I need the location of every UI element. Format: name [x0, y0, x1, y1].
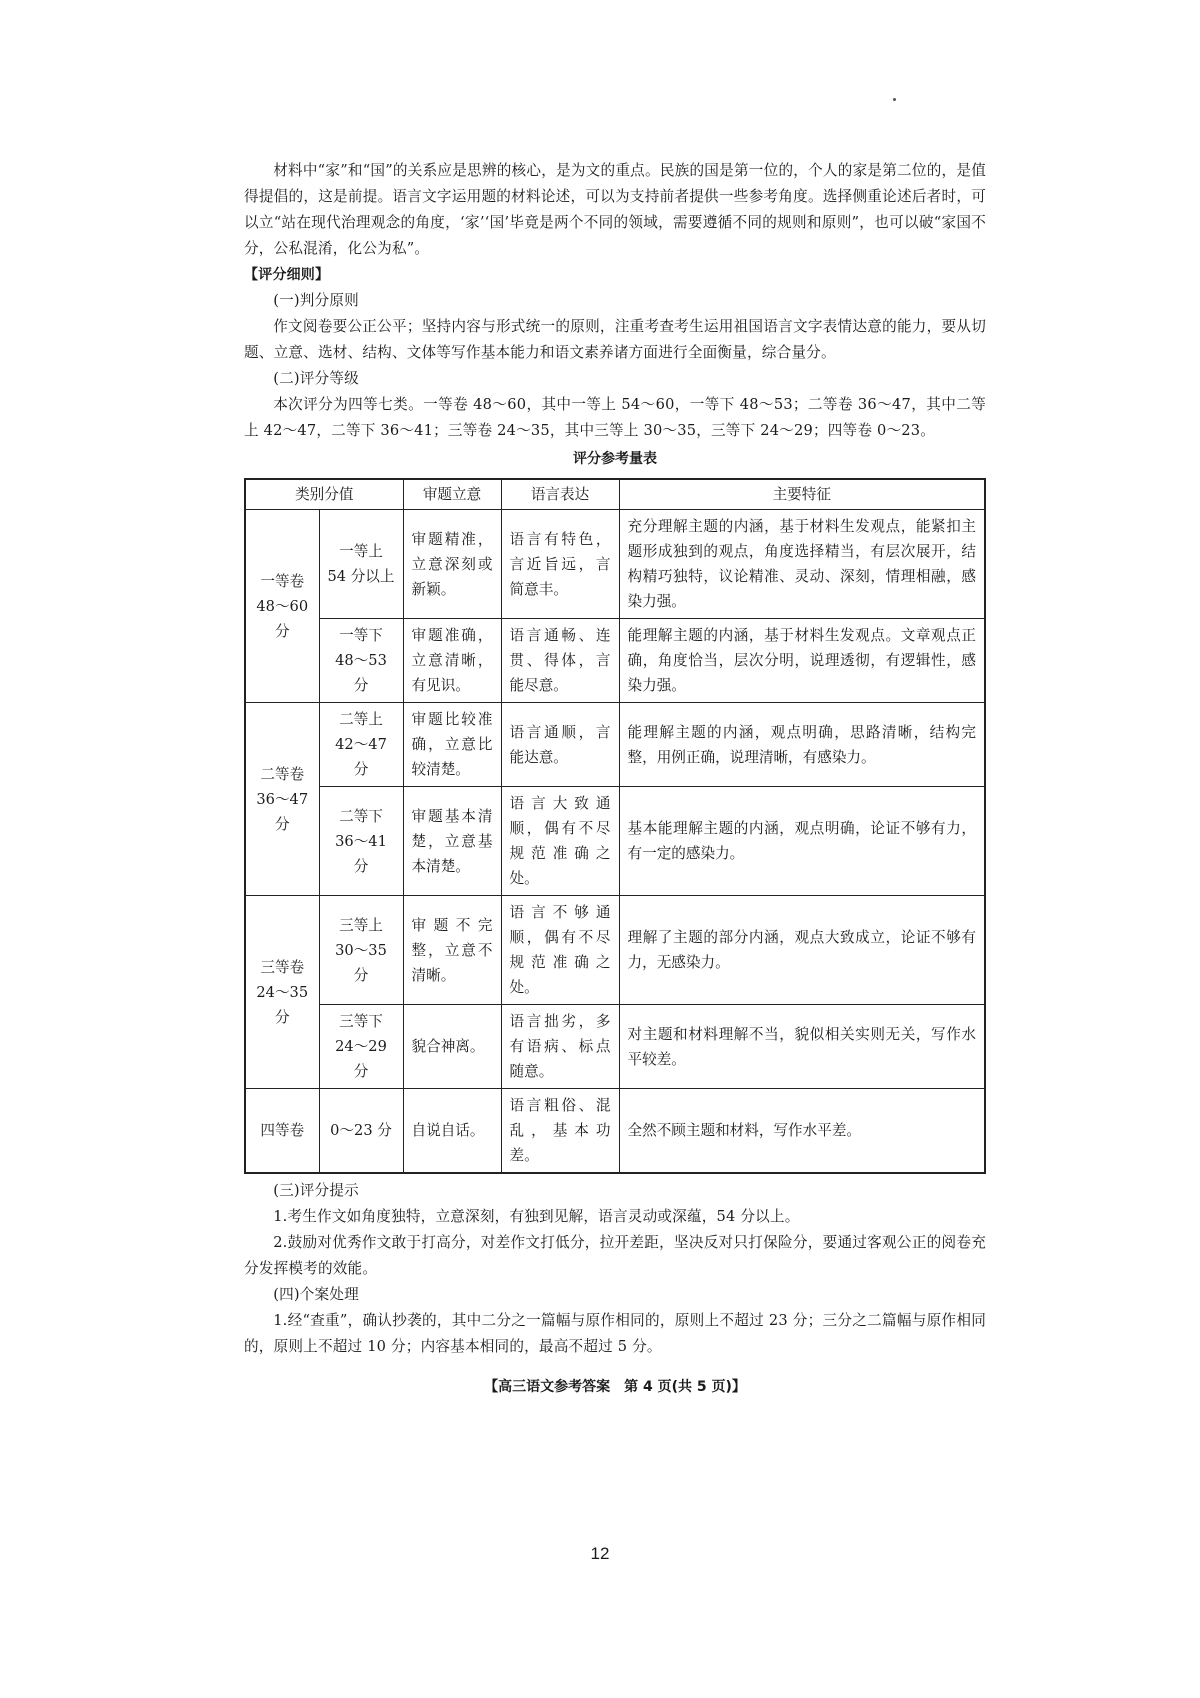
- table-row: [245, 896, 985, 1005]
- hint-item-2: 2.鼓励对优秀作文敢于打高分，对差作文打低分，拉开差距，坚决反对只打保险分，要通过客观公正的阅卷充分发挥模考的效能。: [244, 1234, 986, 1277]
- features-cell: 能理解主题的内涵，基于材料生发观点。文章观点正确，角度恰当，层次分明，说理透彻，有逻辑性，感染力强。: [619, 619, 985, 703]
- features-cell: 对主题和材料理解不当，貌似相关实则无关，写作水平较差。: [619, 1005, 985, 1089]
- language-cell: 语言不够通顺，偶有不尽规范准确之处。: [501, 896, 619, 1005]
- scan-speck: [893, 98, 896, 101]
- table-header-row: [245, 479, 985, 510]
- level-cell: 三等卷 24～35 分: [245, 896, 319, 1089]
- sublevel-cell: 0～23 分: [319, 1089, 403, 1174]
- section-title: 【评分细则】: [244, 267, 330, 283]
- topic-cell: 审题比较准确，立意比较清楚。: [403, 703, 501, 787]
- subsection-title-4: (四)个案处理: [273, 1286, 359, 1303]
- features-cell: 基本能理解主题的内涵，观点明确，论证不够有力，有一定的感染力。: [619, 787, 985, 896]
- header-features: 主要特征: [619, 479, 985, 510]
- language-cell: 语言拙劣，多有语病、标点随意。: [501, 1005, 619, 1089]
- table-row: [245, 1005, 985, 1089]
- sublevel-cell: 二等上 42～47 分: [319, 703, 403, 787]
- sublevel-cell: 一等上 54 分以上: [319, 510, 403, 619]
- header-language: 语言表达: [501, 479, 619, 510]
- topic-cell: 审题准确，立意清晰，有见识。: [403, 619, 501, 703]
- topic-cell: 审题精准，立意深刻或新颖。: [403, 510, 501, 619]
- header-category: 类别分值: [245, 479, 403, 510]
- subsection-title-1: (一)判分原则: [273, 292, 359, 309]
- topic-cell: 自说自话。: [403, 1089, 501, 1174]
- sublevel-cell: 二等下 36～41 分: [319, 787, 403, 896]
- sublevel-cell: 三等下 24～29 分: [319, 1005, 403, 1089]
- language-cell: 语言通畅、连贯、得体，言能尽意。: [501, 619, 619, 703]
- language-cell: 语言大致通顺，偶有不尽规范准确之处。: [501, 787, 619, 896]
- table-title: 评分参考量表: [573, 451, 657, 467]
- subsection-title-2: (二)评分等级: [273, 370, 359, 387]
- table-row: [245, 619, 985, 703]
- level-cell: 一等卷 48～60 分: [245, 510, 319, 703]
- sublevel-cell: 一等下 48～53 分: [319, 619, 403, 703]
- subsection-text-2: 本次评分为四等七类。一等卷 48～60，其中一等上 54～60，一等下 48～53；二等卷 36～47，其中二等上 42～47，二等下 36～41；三等卷 24～35，其中三等上 30～35，三等下 24～29；四等卷 0～23。: [244, 396, 986, 439]
- features-cell: 充分理解主题的内涵，基于材料生发观点，能紧扣主题形成独到的观点，角度选择精当，有层次展开，结构精巧独特，议论精准、灵动、深刻，情理相融，感染力强。: [619, 510, 985, 619]
- topic-cell: 审题不完整，立意不清晰。: [403, 896, 501, 1005]
- language-cell: 语言有特色，言近旨远，言简意丰。: [501, 510, 619, 619]
- document-body: [244, 158, 986, 1396]
- page-number: 12: [590, 1544, 610, 1563]
- intro-paragraph: 材料中“家”和“国”的关系应是思辨的核心，是为文的重点。民族的国是第一位的，个人的家是第二位的，是值得提倡的，这是前提。语言文字运用题的材料论述，可以为支持前者提供一些参考角度。选择侧重论述后者时，可以立“站在现代治理观念的角度，‘家’‘国’毕竟是两个不同的领域，需要遵循不同的规则和原则”，也可以破“家国不分，公私混淆，化公为私”。: [244, 162, 986, 257]
- subsection-title-3: (三)评分提示: [273, 1182, 359, 1199]
- hint-item-1: 1.考生作文如角度独特，立意深刻，有独到见解，语言灵动或深蕴，54 分以上。: [273, 1208, 800, 1225]
- features-cell: 能理解主题的内涵，观点明确，思路清晰，结构完整，用例正确，说理清晰，有感染力。: [619, 703, 985, 787]
- table-row: [245, 1089, 985, 1174]
- language-cell: 语言通顺，言能达意。: [501, 703, 619, 787]
- table-row: [245, 787, 985, 896]
- subsection-text-1: 作文阅卷要公正公平；坚持内容与形式统一的原则，注重考查考生运用祖国语言文字表情达意的能力，要从切题、立意、选材、结构、文体等写作基本能力和语文素养诸方面进行全面衡量，综合量分。: [244, 318, 986, 361]
- features-cell: 理解了主题的部分内涵，观点大致成立，论证不够有力，无感染力。: [619, 896, 985, 1005]
- language-cell: 语言粗俗、混乱，基本功差。: [501, 1089, 619, 1174]
- grading-table: [244, 478, 986, 1174]
- table-row: [245, 510, 985, 619]
- features-cell: 全然不顾主题和材料，写作水平差。: [619, 1089, 985, 1174]
- sublevel-cell: 三等上 30～35 分: [319, 896, 403, 1005]
- level-cell: 四等卷: [245, 1089, 319, 1174]
- header-topic: 审题立意: [403, 479, 501, 510]
- topic-cell: 审题基本清楚，立意基本清楚。: [403, 787, 501, 896]
- page-footer: 【高三语文参考答案 第 4 页(共 5 页)】: [484, 1379, 746, 1395]
- level-cell: 二等卷 36～47 分: [245, 703, 319, 896]
- table-row: [245, 703, 985, 787]
- topic-cell: 貌合神离。: [403, 1005, 501, 1089]
- case-item-1: 1.经“查重”，确认抄袭的，其中二分之一篇幅与原作相同的，原则上不超过 23 分；三分之二篇幅与原作相同的，原则上不超过 10 分；内容基本相同的，最高不超过 5 分。: [244, 1312, 986, 1355]
